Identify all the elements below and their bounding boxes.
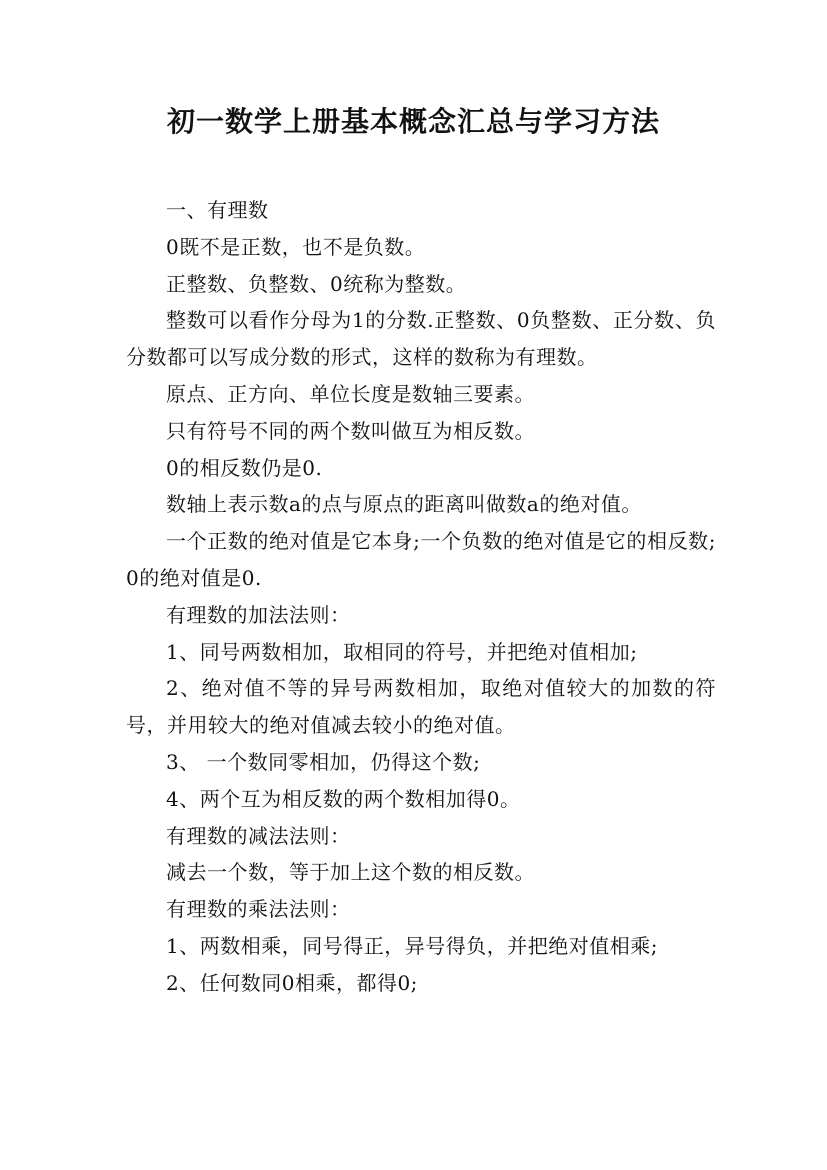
list-item: 1、两数相乘，同号得正，异号得负，并把绝对值相乘; [166,933,658,958]
paragraph: 减去一个数，等于加上这个数的相反数。 [166,860,535,885]
list-item: 2、绝对值不等的异号两数相加，取绝对值较大的加数的符号，并用较大的绝对值减去较小的绝对值。 [126,676,716,738]
paragraph: 数轴上表示数a的点与原点的距离叫做数a的绝对值。 [166,492,642,517]
document-body [126,192,716,1002]
document-title: 初一数学上册基本概念汇总与学习方法 [166,105,660,138]
paragraph: 整数可以看作分母为1的分数.正整数、0负整数、正分数、负分数都可以写成分数的形式，这样的数称为有理数。 [126,308,716,370]
list-item: 2、任何数同0相乘，都得0; [166,970,418,995]
paragraph: 正整数、负整数、0统称为整数。 [166,271,467,296]
paragraph-rule-heading: 有理数的加法法则： [166,602,351,627]
paragraph: 原点、正方向、单位长度是数轴三要素。 [166,381,535,406]
paragraph-rule-heading: 有理数的减法法则： [166,823,351,848]
list-item: 3、 一个数同零相加，仍得这个数; [166,749,481,774]
list-item: 4、两个互为相反数的两个数相加得0。 [166,786,521,811]
paragraph-section-heading: 一、有理数 [166,198,269,222]
paragraph: 0既不是正数，也不是负数。 [166,234,426,259]
list-item: 1、同号两数相加，取相同的符号，并把绝对值相加; [166,639,638,664]
paragraph-rule-heading: 有理数的乘法法则： [166,897,351,922]
paragraph: 0的相反数仍是0. [166,455,323,480]
paragraph: 一个正数的绝对值是它本身;一个负数的绝对值是它的相反数;0的绝对值是0. [126,529,716,590]
paragraph: 只有符号不同的两个数叫做互为相反数。 [166,418,535,443]
